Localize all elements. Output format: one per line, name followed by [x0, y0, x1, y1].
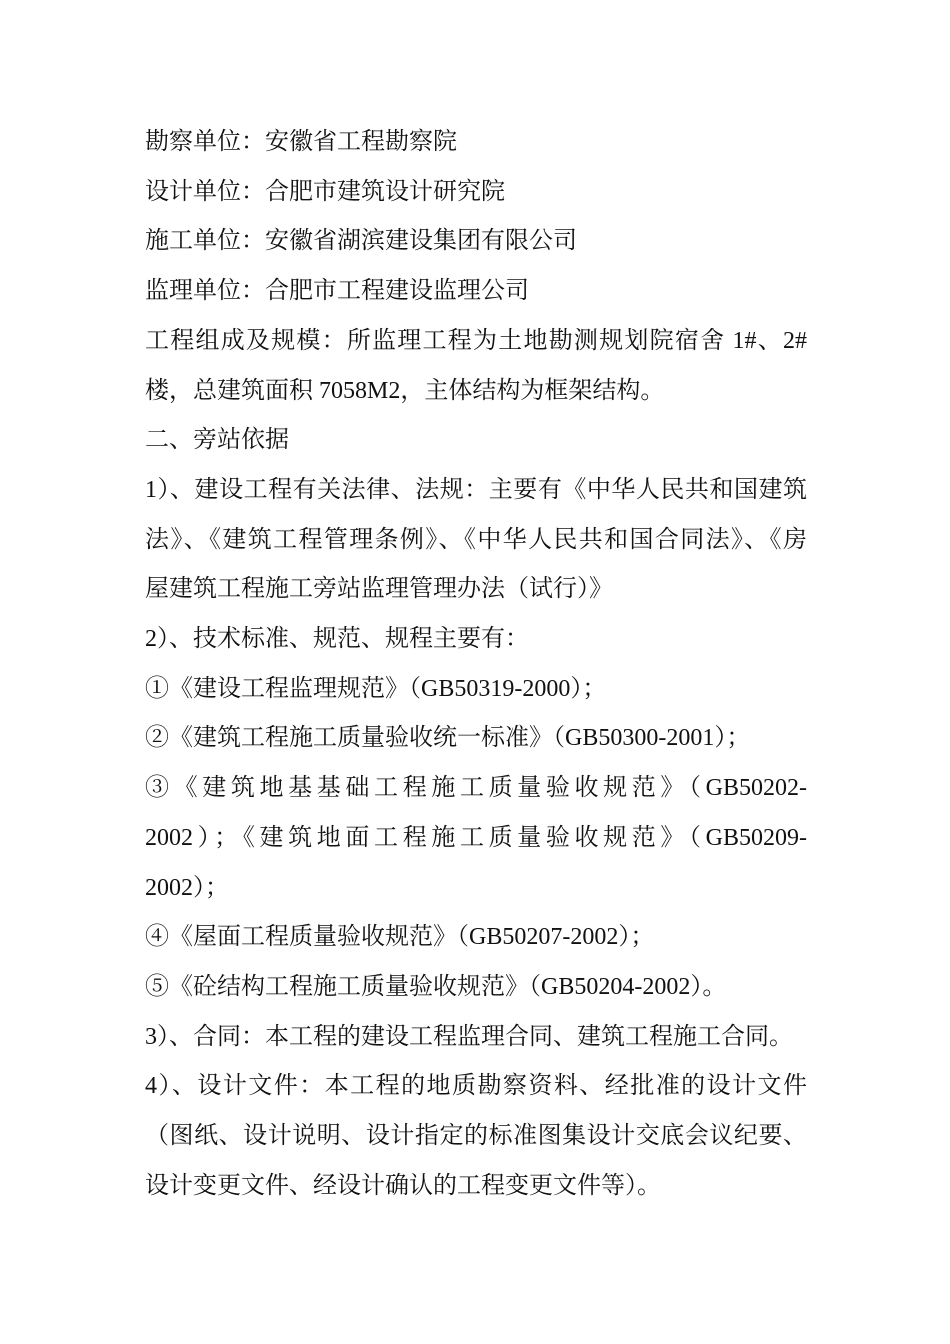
section-heading-basis: 二、旁站依据: [145, 427, 289, 454]
laws-line-2: 法》、《建筑工程管理条例》、《中华人民共和国合同法》、《房: [145, 526, 807, 553]
laws-line-1: 1）、建设工程有关法律、法规：主要有《中华人民共和国建筑: [145, 476, 807, 503]
supervision-unit-line: 监理单位：合肥市工程建设监理公司: [145, 278, 529, 305]
survey-unit-line: 勘察单位：安徽省工程勘察院: [145, 129, 457, 155]
design-docs-line-1: 4）、设计文件：本工程的地质勘察资料、经批准的设计文件: [145, 1073, 807, 1100]
standards-heading: 2）、技术标准、规范、规程主要有：: [145, 626, 529, 653]
design-docs-line-2: （图纸、设计说明、设计指定的标准图集设计交底会议纪要、: [145, 1123, 807, 1150]
standard-item-4: ④《屋面工程质量验收规范》（GB50207-2002）；: [145, 924, 655, 951]
laws-line-3: 屋建筑工程施工旁站监理管理办法（试行）》: [145, 576, 613, 603]
contracts-line: 3）、合同：本工程的建设工程监理合同、建筑工程施工合同。: [145, 1023, 793, 1050]
construction-unit-line: 施工单位：安徽省湖滨建设集团有限公司: [145, 228, 577, 255]
standard-item-5: ⑤《砼结构工程施工质量验收规范》（GB50204-2002）。: [145, 973, 727, 1000]
design-unit-line: 设计单位：合肥市建筑设计研究院: [145, 178, 505, 205]
standard-item-1: ①《建设工程监理规范》（GB50319-2000）；: [145, 675, 607, 702]
document-body: [145, 118, 807, 1211]
design-docs-line-3: 设计变更文件、经设计确认的工程变更文件等）。: [145, 1172, 661, 1199]
standard-item-3-line-1: ③《建筑地基基础工程施工质量验收规范》（GB50202-: [145, 775, 807, 802]
standard-item-3-line-2: 2002）；《建筑地面工程施工质量验收规范》（GB50209-: [145, 824, 807, 851]
project-scale-line-1: 工程组成及规模：所监理工程为土地勘测规划院宿舍 1#、2#: [145, 327, 807, 354]
standard-item-3-line-3: 2002）；: [145, 874, 229, 901]
standard-item-2: ②《建筑工程施工质量验收统一标准》（GB50300-2001）；: [145, 725, 751, 752]
project-scale-line-2: 楼，总建筑面积 7058M2，主体结构为框架结构。: [145, 377, 665, 404]
